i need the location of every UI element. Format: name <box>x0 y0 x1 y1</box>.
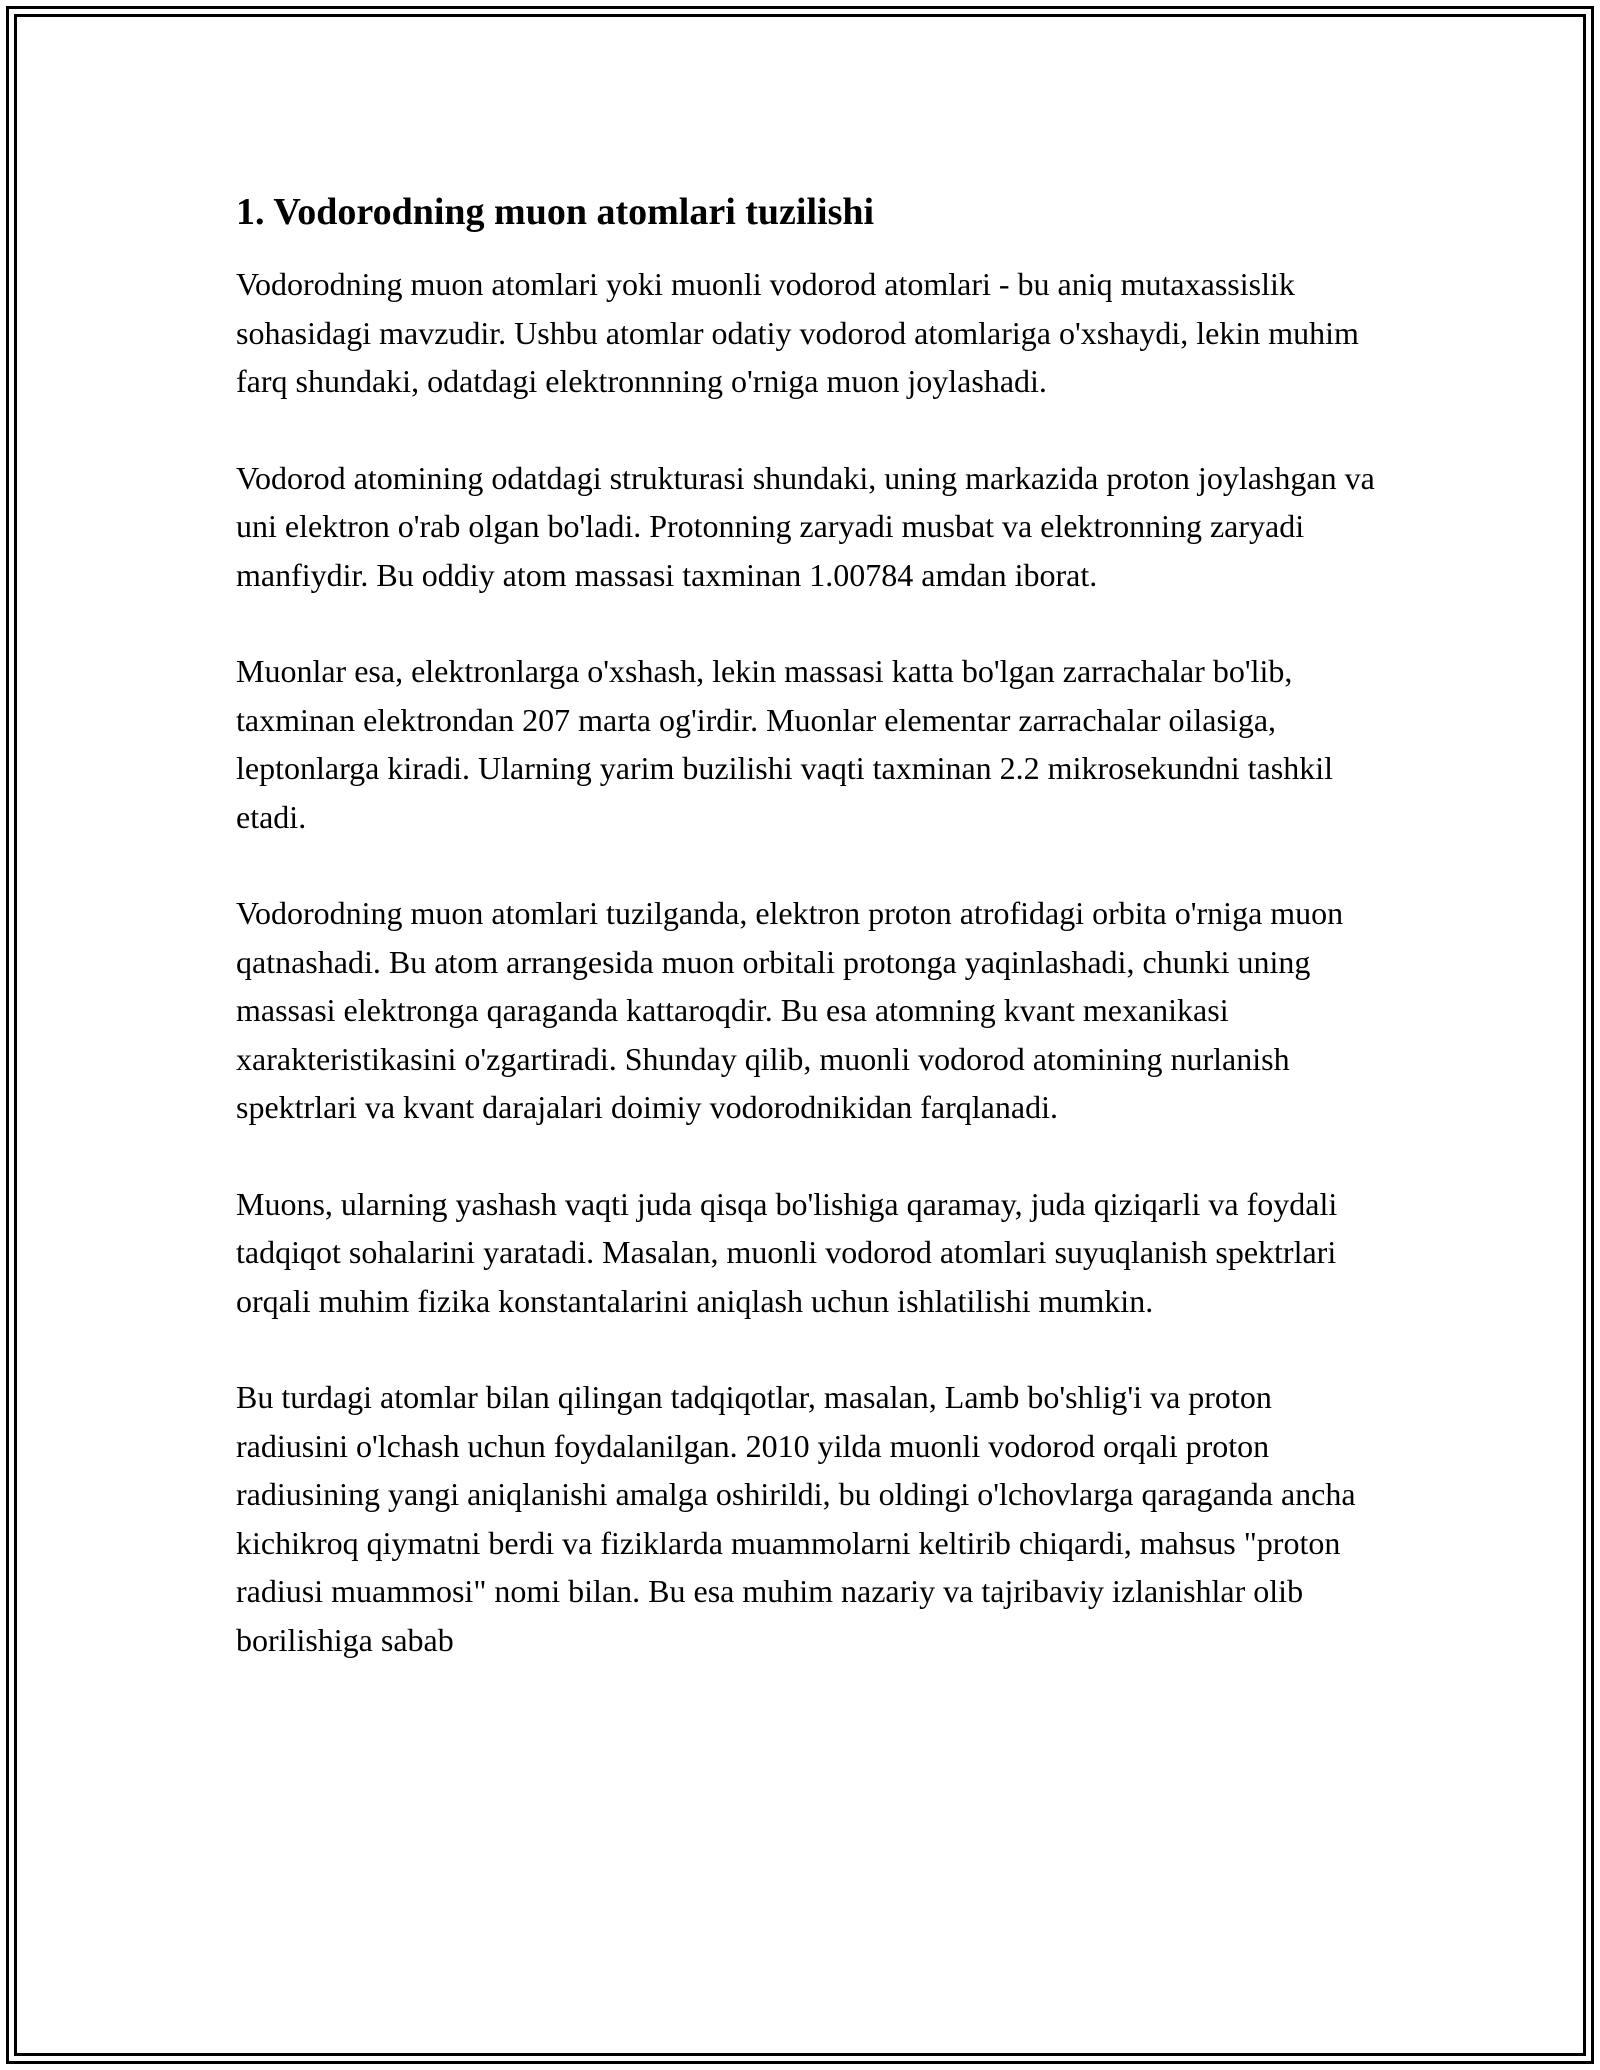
document-body <box>236 186 1376 1712</box>
paragraph-1: Vodorodning muon atomlari yoki muonli vodorod atomlari - bu aniq mutaxassislik sohasidagi mavzudir. Ushbu atomlar odatiy vodorod atomlariga o'xshaydi, lekin muhim farq shundaki, odatdagi elektronnning o'rniga muon joylashadi. <box>236 266 1359 399</box>
paragraph-4: Vodorodning muon atomlari tuzilganda, elektron proton atrofidagi orbita o'rniga muon qatnashadi. Bu atom arrangesida muon orbitali protonga yaqinlashadi, chunki uning massasi elektronga qaraganda kattaroqdir. Bu esa atomning kvant mexanikasi xarakteristikasini o'zgartiradi. Shunday qilib, muonli vodorod atomining nurlanish spektrlari va kvant darajalari doimiy vodorodnikidan farqlanadi. <box>236 895 1344 1125</box>
paragraph-6: Bu turdagi atomlar bilan qilingan tadqiqotlar, masalan, Lamb bo'shlig'i va proton radiusini o'lchash uchun foydalanilgan. 2010 yilda muonli vodorod orqali proton radiusining yangi aniqlanishi amalga oshirildi, bu oldingi o'lchovlarga qaraganda ancha kichikroq qiymatni berdi va fiziklarda muammolarni keltirib chiqardi, mahsus "proton radiusi muammosi" nomi bilan. Bu esa muhim nazariy va tajribaviy izlanishlar olib borilishiga sabab <box>236 1379 1356 1658</box>
section-heading: 1. Vodorodning muon atomlari tuzilishi <box>236 191 875 233</box>
paragraph-2: Vodorod atomining odatdagi strukturasi shundaki, uning markazida proton joylashgan va uni elektron o'rab olgan bo'ladi. Protonning zaryadi musbat va elektronning zaryadi manfiydir. Bu oddiy atom massasi taxminan 1.00784 amdan iborat. <box>236 459 1375 593</box>
paragraph-5: Muons, ularning yashash vaqti juda qisqa bo'lishiga qaramay, juda qiziqarli va foydali tadqiqot sohalarini yaratadi. Masalan, muonli vodorod atomlari suyuqlanish spektrlari orqali muhim fizika konstantalarini aniqlash uchun ishlatilishi mumkin. <box>236 1185 1338 1319</box>
paragraph-3: Muonlar esa, elektronlarga o'xshash, lekin massasi katta bo'lgan zarrachalar bo'lib, taxminan elektrondan 207 marta og'irdir. Muonlar elementar zarrachalar oilasiga, leptonlarga kiradi. Ularning yarim buzilishi vaqti taxminan 2.2 mikrosekundni tashkil etadi. <box>236 653 1333 835</box>
